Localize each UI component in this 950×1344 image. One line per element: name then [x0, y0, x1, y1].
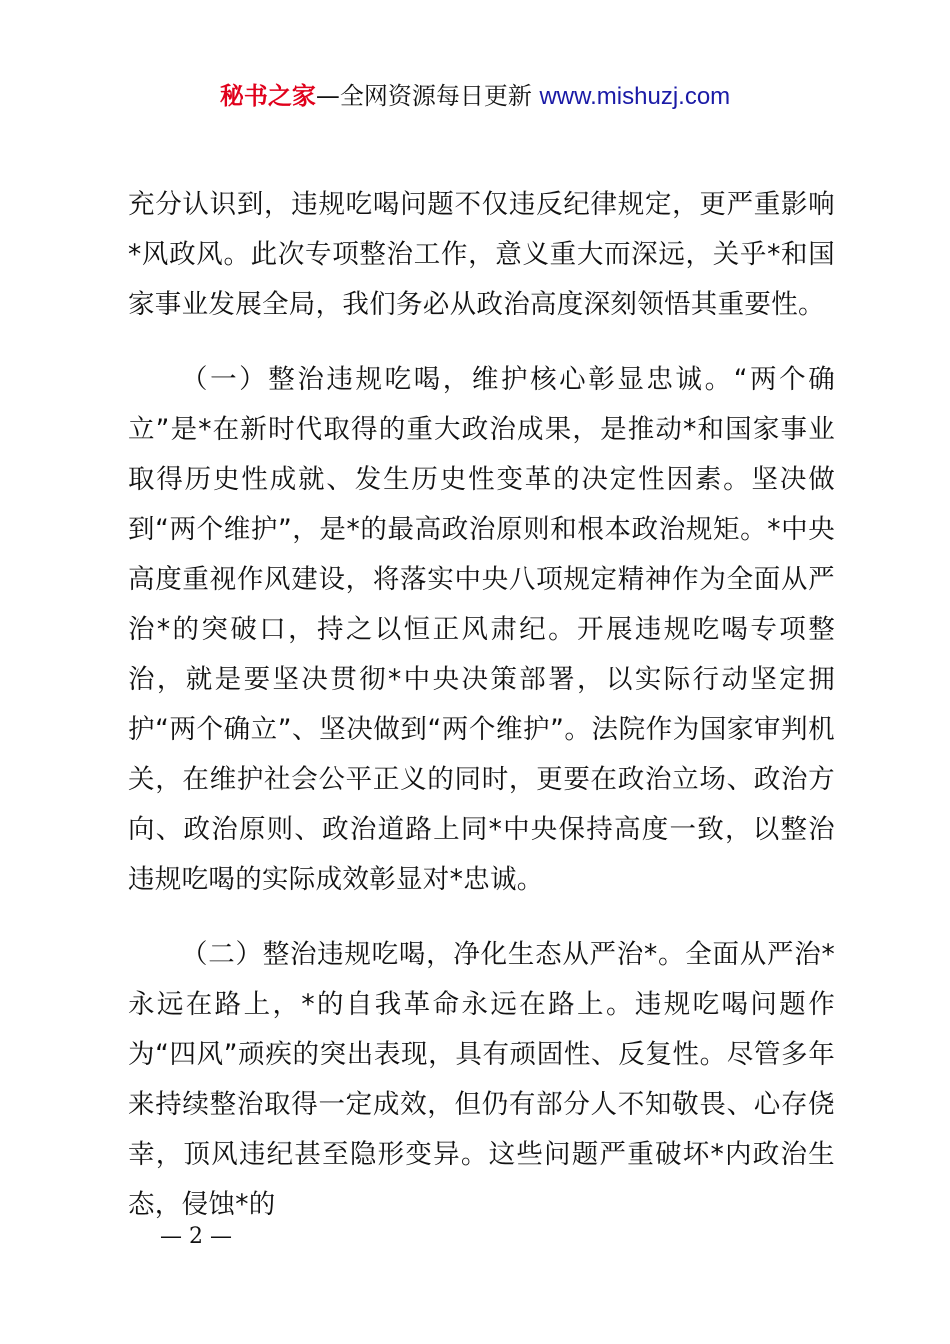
paragraph-section-one: （一）整治违规吃喝，维护核心彰显忠诚。“两个确立”是*在新时代取得的重大政治成果，是推动*和国家事业取得历史性成就、发生历史性变革的决定性因素。坚决做到“两个维护”，是*的最高政治原则和根本政治规矩。*中央高度重视作风建设，将落实中央八项规定精神作为全面从严治*的突破口，持之以恒正风肃纪。开展违规吃喝专项整治，就是要坚决贯彻*中央决策部署，以实际行动坚定拥护“两个确立”、坚决做到“两个维护”。法院作为国家审判机关，在维护社会公平正义的同时，更要在政治立场、政治方向、政治原则、政治道路上同*中央保持高度一致，以整治违规吃喝的实际成效彰显对*忠诚。 — [128, 364, 835, 895]
site-watermark-header — [0, 78, 950, 115]
document-body — [128, 180, 835, 1230]
paragraph-intro: 充分认识到，违规吃喝问题不仅违反纪律规定，更严重影响*风政风。此次专项整治工作，意义重大而深远，关乎*和国家事业发展全局，我们务必从政治高度深刻领悟其重要性。 — [128, 189, 835, 320]
site-url: www.mishuzj.com — [539, 83, 731, 110]
site-brand-name: 秘书之家 — [219, 82, 316, 110]
page-number: — 2 — — [160, 1224, 232, 1249]
site-tagline: —全网资源每日更新 — [315, 82, 540, 110]
paragraph-section-two: （二）整治违规吃喝，净化生态从严治*。全面从严治*永远在路上，*的自我革命永远在路上。违规吃喝问题作为“四风”顽疾的突出表现，具有顽固性、反复性。尽管多年来持续整治取得一定成效，但仍有部分人不知敬畏、心存侥幸，顶风违纪甚至隐形变异。这些问题严重破坏*内政治生态，侵蚀*的 — [128, 939, 835, 1220]
